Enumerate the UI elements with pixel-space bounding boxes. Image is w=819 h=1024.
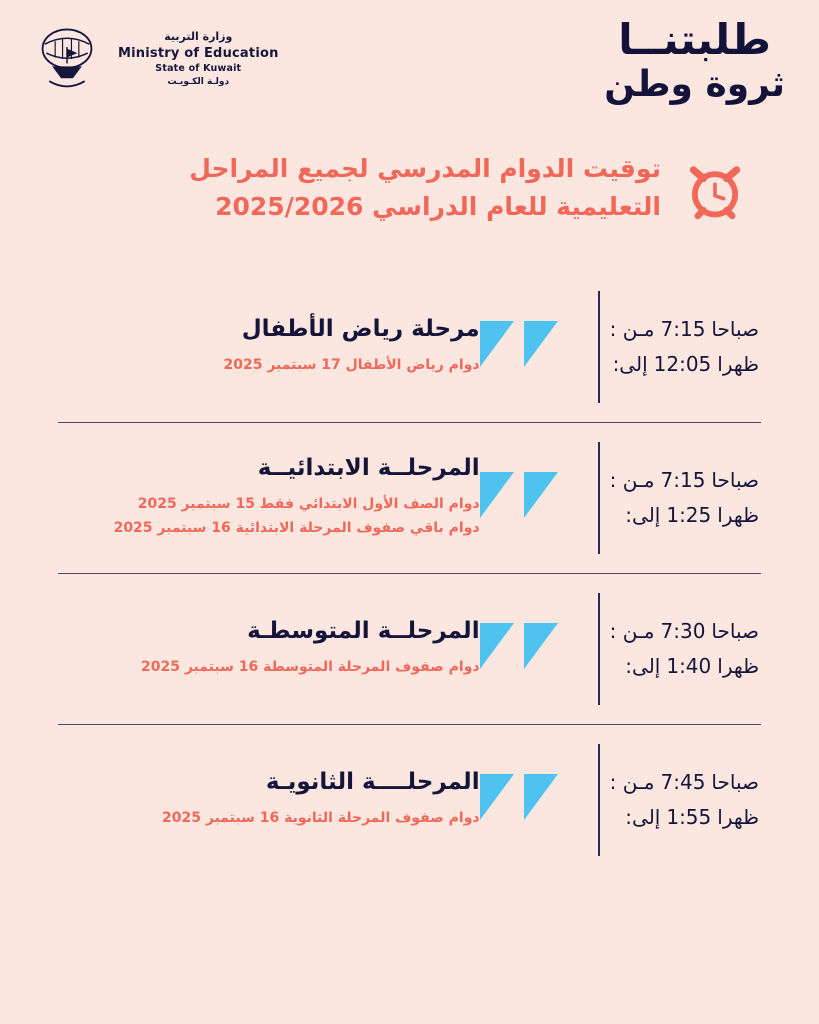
ministry-text-block	[118, 30, 279, 87]
page-header	[0, 0, 819, 130]
end-time-suffix: ظهرا	[717, 503, 759, 527]
start-time-suffix: صباحا	[711, 770, 759, 794]
double-flag-icon	[480, 321, 566, 373]
start-time-line	[610, 614, 769, 649]
slogan-line-2: ثروة وطن	[604, 64, 785, 106]
vertical-divider	[598, 291, 600, 403]
end-time-line	[610, 498, 769, 533]
vertical-divider	[598, 442, 600, 554]
stage-info	[50, 455, 480, 541]
stage-row-kindergarten	[36, 272, 783, 422]
end-time-value: 1:25	[666, 503, 712, 527]
double-flag-icon	[480, 472, 566, 524]
school-hours-list	[0, 272, 819, 875]
start-time-label: مـن :	[609, 619, 655, 643]
stage-note: دوام صفوف المرحلة الثانوية 16 سبتمبر 2025	[162, 810, 480, 827]
title-section	[0, 150, 819, 226]
stage-info	[50, 316, 480, 378]
stage-info	[50, 618, 480, 680]
stage-times	[610, 765, 769, 835]
end-time-value: 1:40	[666, 654, 712, 678]
start-time-value: 7:30	[660, 619, 706, 643]
stage-row-secondary	[36, 725, 783, 875]
end-time-label: إلى:	[625, 503, 661, 527]
page-title: توقيت الدوام المدرسي لجميع المراحل التعليمية للعام الدراسي 2025/2026	[189, 154, 661, 221]
end-time-line	[610, 649, 769, 684]
end-time-value: 12:05	[653, 352, 712, 376]
end-time-label: إلى:	[625, 654, 661, 678]
end-time-label: إلى:	[612, 352, 648, 376]
stage-times	[610, 614, 769, 684]
stage-row-primary	[36, 423, 783, 573]
campaign-slogan	[604, 15, 785, 106]
state-name-english: State of Kuwait	[155, 62, 242, 74]
start-time-suffix: صباحا	[711, 619, 759, 643]
stage-note: دوام صفوف المرحلة المتوسطة 16 سبتمبر 2025	[141, 659, 480, 676]
alarm-clock-icon	[679, 154, 751, 226]
start-time-value: 7:45	[660, 770, 706, 794]
start-time-line	[610, 312, 769, 347]
end-time-line	[610, 347, 769, 382]
start-time-label: مـن :	[609, 770, 655, 794]
start-time-value: 7:15	[660, 317, 706, 341]
start-time-label: مـن :	[609, 317, 655, 341]
state-name-arabic: دولـة الكـويـت	[167, 76, 230, 87]
end-time-label: إلى:	[625, 805, 661, 829]
stage-time-block	[480, 442, 769, 554]
start-time-value: 7:15	[660, 468, 706, 492]
end-time-line	[610, 800, 769, 835]
double-flag-icon	[480, 774, 566, 826]
ministry-name-english: Ministry of Education	[118, 46, 279, 62]
stage-name: المرحلــة المتوسطـة	[247, 618, 480, 645]
ministry-branding	[30, 22, 279, 96]
stage-name: المرحلــــة الثانويـة	[265, 769, 480, 796]
start-time-label: مـن :	[609, 468, 655, 492]
end-time-suffix: ظهرا	[717, 352, 759, 376]
stage-time-block	[480, 593, 769, 705]
stage-time-block	[480, 291, 769, 403]
vertical-divider	[598, 593, 600, 705]
stage-note: دوام الصف الأول الابتدائي فقط 15 سبتمبر 2025	[137, 496, 480, 513]
slogan-line-1: طلبتنــا	[618, 15, 771, 64]
vertical-divider	[598, 744, 600, 856]
start-time-line	[610, 765, 769, 800]
kuwait-emblem-icon	[30, 22, 104, 96]
stage-info	[50, 769, 480, 831]
end-time-suffix: ظهرا	[717, 805, 759, 829]
stage-name: المرحلــة الابتدائيــة	[257, 455, 480, 482]
ministry-name-arabic: وزارة التربية	[164, 30, 233, 44]
stage-times	[610, 463, 769, 533]
end-time-value: 1:55	[666, 805, 712, 829]
stage-note: دوام رياض الأطفال 17 سبتمبر 2025	[223, 357, 480, 374]
stage-time-block	[480, 744, 769, 856]
stage-name: مرحلة رياض الأطفال	[241, 316, 480, 343]
end-time-suffix: ظهرا	[717, 654, 759, 678]
start-time-suffix: صباحا	[711, 468, 759, 492]
start-time-suffix: صباحا	[711, 317, 759, 341]
stage-times	[610, 312, 769, 382]
double-flag-icon	[480, 623, 566, 675]
start-time-line	[610, 463, 769, 498]
stage-row-intermediate	[36, 574, 783, 724]
stage-note-secondary: دوام باقي صفوف المرحلة الابتدائية 16 سبتمبر 2025	[113, 520, 480, 536]
